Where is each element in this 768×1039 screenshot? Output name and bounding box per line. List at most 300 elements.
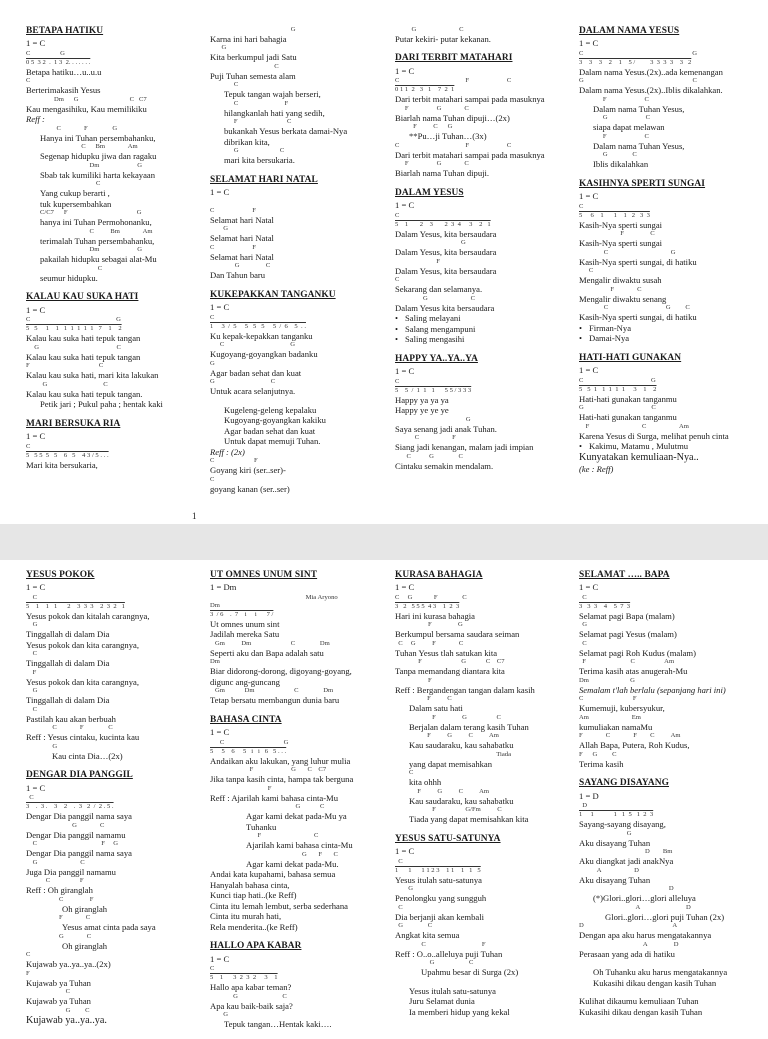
lyric-line: Selamat pagi Yesus (malam) xyxy=(579,629,677,640)
column-5 xyxy=(26,570,198,1036)
chord-line: C F xyxy=(579,695,637,703)
song xyxy=(26,26,198,283)
lyric-line: Agar kami dekat pada-Mu ya xyxy=(246,811,347,822)
lyric-line: Kau cinta Dia…(2x) xyxy=(52,750,123,761)
lyric-line: siapa dapat melawan xyxy=(593,122,665,133)
lyric-line: dibrikan kita, xyxy=(224,136,270,147)
page-separator xyxy=(0,524,768,560)
chord-line: G xyxy=(26,742,58,750)
lyric-line: Yesus itulah satu-satunya xyxy=(395,874,482,885)
song xyxy=(26,292,198,409)
lyric-line: hilangkanlah hati yang sedih, xyxy=(224,107,325,118)
song-title: DARI TERBIT MATAHARI xyxy=(395,53,513,64)
lyric-line: Yesus pokok dan kita carangnya, xyxy=(26,676,139,687)
lyric-line: Reff : Oh giranglah xyxy=(26,885,93,896)
chord-line xyxy=(579,988,751,996)
chord-line: G C xyxy=(593,114,650,122)
lyric-line: Kunyatakan kemuliaan-Nya.. xyxy=(579,451,699,463)
song-title: KASIHNYA SPERTI SUNGAI xyxy=(579,178,706,189)
chord-line: C xyxy=(579,593,587,601)
song-title: DALAM YESUS xyxy=(395,187,464,198)
bullet-item: • Saling mengasihi xyxy=(395,334,567,344)
lyric-line: Tinggallah di dalam Dia xyxy=(26,629,110,640)
lyric-line: Kalau kau suka hati tepuk tangan xyxy=(26,351,141,362)
lyric-line: Happy ya ya ya xyxy=(395,394,449,405)
chord-line: G xyxy=(579,829,632,837)
lyric-line: Betapa hatiku…u..u.u xyxy=(26,66,102,77)
lyric-line: Kalau kau suka hati, mari kita lakukan xyxy=(26,370,159,381)
bullet-item: • Saling melayani xyxy=(395,313,567,323)
chord-line: C xyxy=(40,180,101,188)
lyric-line: Selamat pagi Bapa (malam) xyxy=(579,610,675,621)
lyric-line: kita ohhh xyxy=(409,777,442,788)
lyric-line: Berterimakasih Yesus xyxy=(26,85,101,96)
lyric-line: Dalam Yesus, kita bersaudara xyxy=(395,247,497,258)
song-key: 1 = C xyxy=(395,582,415,593)
chord-line: C xyxy=(210,313,215,321)
lyric-line: Selamat hari Natal xyxy=(210,233,274,244)
chord-line: G C xyxy=(210,992,287,1000)
song-key: 1 = C xyxy=(26,304,46,315)
song xyxy=(26,570,198,761)
lyric-line: Glori..glori…glori puji Tuhan (2x) xyxy=(605,911,725,922)
chord-line: C F xyxy=(224,99,289,107)
lyric-line: Terima kasih xyxy=(579,758,624,769)
chord-line: F G xyxy=(395,621,463,629)
lyric-line: Kugoyang-goyangkan badanku xyxy=(210,349,318,360)
chord-line: C G xyxy=(210,738,289,746)
song-key: 1 = C xyxy=(579,582,599,593)
lyric-line: Juru Selamat dunia xyxy=(409,996,475,1007)
lyric-line: Kugoyang-goyangkan kakiku xyxy=(224,415,326,426)
song xyxy=(210,941,382,1029)
lyric-line: Dalam nama Tuhan Yesus, xyxy=(593,140,685,151)
song xyxy=(579,26,751,170)
song xyxy=(395,570,567,825)
lyric-line: Iblis dikalahkan xyxy=(593,159,649,170)
chord-line: F C xyxy=(246,832,319,840)
lyric-line: Oh giranglah xyxy=(62,940,108,951)
chord-line: G C xyxy=(395,294,476,302)
column-3 xyxy=(395,26,567,480)
lyric-line: Kujawab ya Tuhan xyxy=(26,996,91,1007)
chord-line: F C F C Am xyxy=(579,732,681,740)
song-key: 1 = C xyxy=(395,846,415,857)
notation-line: 3 . 3 . 3 2 . 3 2 / 2 . 5 . xyxy=(26,803,114,811)
lyric-line: Penolongku yang sungguh xyxy=(395,893,487,904)
lyric-line: Aku diangkat jadi anakNya xyxy=(579,856,674,867)
lyric-line: goyang kanan (ser..ser) xyxy=(210,483,290,494)
bullet-item: • Salang mengampuni xyxy=(395,324,567,334)
lyric-line: Selamat hari Natal xyxy=(210,214,274,225)
song-title: SAYANG DISAYANG xyxy=(579,778,669,789)
chord-line: C xyxy=(395,857,403,865)
chord-line: C xyxy=(26,593,37,601)
lyric-line: Cintaku semakin mendalam. xyxy=(395,460,494,471)
lyric-line: Tepuk tangan…Hentak kaki…. xyxy=(224,1019,332,1030)
lyric-line: Reff : Bergandengan tangan dalam kasih xyxy=(395,684,535,695)
song xyxy=(395,188,567,345)
lyric-line: Dengan apa aku harus mengatakannya xyxy=(579,930,712,941)
lyric-line: Kalau kau suka hati tepuk tangan. xyxy=(26,388,143,399)
lyric-line: Dalam Yesus, kita bersaudara xyxy=(395,265,497,276)
chord-line: C F C xyxy=(26,724,113,732)
lyric-line: Kau mengasihiku, Kau memilikiku xyxy=(26,103,147,114)
song-title: HAPPY YA..YA..YA xyxy=(395,353,478,364)
lyric-line: Seperti aku dan Bapa adalah satu xyxy=(210,647,324,658)
chord-line: C xyxy=(409,769,414,777)
chord-line: G xyxy=(395,885,413,893)
chord-line: Dm G xyxy=(40,161,143,169)
chord-line: G C xyxy=(395,26,464,33)
song-key: 1 = D xyxy=(579,790,599,801)
lyric-line: Tinggallah di dalam Dia xyxy=(26,658,110,669)
chord-line: C/C7 F G xyxy=(40,209,142,217)
lyric-line: terimalah Tuhan persembahanku, xyxy=(40,235,155,246)
lyric-line: Oh Tuhanku aku harus mengatakannya xyxy=(593,967,728,978)
lyric-line: Kita berkumpul jadi Satu xyxy=(210,52,297,63)
lyric-line: Aku disayang Tuhan xyxy=(579,874,651,885)
chord-line xyxy=(210,397,382,405)
lyric-line: Dalam Yesus, kita bersaudara xyxy=(395,228,497,239)
chord-line: Dm xyxy=(210,601,220,609)
lyric-line: Kugeleng-geleng kepalaku xyxy=(224,404,317,415)
notation-line: 3 3 3 4 5 7 3 xyxy=(579,602,631,610)
lyric-line: Goyang kiri (ser..ser)- xyxy=(210,465,286,476)
chord-line: C G xyxy=(210,341,295,349)
lyric-line: Yesus pokok dan kitalah carangnya, xyxy=(26,610,150,621)
lyric-line: Kasih-Nya sperti sungai xyxy=(579,238,663,249)
chord-line: A D xyxy=(579,940,679,948)
chord-line: C G xyxy=(579,248,676,256)
song xyxy=(210,26,382,166)
chord-line: F xyxy=(210,784,272,792)
chord-line: F G C Am xyxy=(409,732,499,740)
chord-line: G C xyxy=(210,262,271,270)
bullet-item: • Firman-Nya xyxy=(579,323,751,333)
lyric-line: Dalam nama Tuhan Yesus, xyxy=(593,103,685,114)
lyric-line: Mengalir diwaktu susah xyxy=(579,275,662,286)
lyric-line: Tinggallah di dalam Dia xyxy=(26,695,110,706)
lyric-line: Juga Dia panggil namamu xyxy=(26,866,116,877)
chord-line: F G C C7 xyxy=(395,658,505,666)
lyric-line: Tuhan Yesus tlah satukan kita xyxy=(395,647,498,658)
song-title: HALLO APA KABAR xyxy=(210,941,302,952)
lyric-line: Biar didorong-dorong, digoyang-goyang, xyxy=(210,666,352,677)
chord-line: C F xyxy=(26,895,94,903)
lyric-line: Dari terbit matahari sampai pada masuknya xyxy=(395,94,545,105)
chord-line: A D xyxy=(579,866,639,874)
lyric-line: Ia memberi hidup yang kekal xyxy=(409,1006,510,1017)
chord-line: Am Em xyxy=(579,713,641,721)
song xyxy=(395,53,567,178)
chord-line: G xyxy=(210,225,228,233)
column-8 xyxy=(579,570,751,1026)
column-2 xyxy=(210,26,382,503)
chord-line: A D xyxy=(593,903,691,911)
notation-line: 1 1 1 1 2 3 1 1 1 1 5 xyxy=(395,866,481,874)
lyric-line: Jika tanpa kasih cinta, hampa tak berguna xyxy=(210,774,354,785)
lyric-line: Perasaan yang ada di hatiku xyxy=(579,948,675,959)
song xyxy=(395,354,567,471)
lyric-line: Ajarilah kami bahasa cinta-Mu xyxy=(246,840,353,851)
chord-line xyxy=(210,199,382,207)
lyric-line: Petik jari ; Pukul paha ; hentak kaki xyxy=(40,399,163,410)
chord-line: C xyxy=(26,442,31,450)
lyric-line: Kujawab ya..ya..ya..(2x) xyxy=(26,959,111,970)
chord-line: D xyxy=(579,802,588,810)
lyric-line: Andaikan aku lakukan, yang luhur mulia xyxy=(210,755,351,766)
lyric-line: Mengalir diwaktu senang xyxy=(579,293,667,304)
chord-line: G C xyxy=(224,147,285,155)
bullet-item: • Damai-Nya xyxy=(579,333,751,343)
lyric-line: kumuliakan namaMu xyxy=(579,721,653,732)
column-6 xyxy=(210,570,382,1039)
lyric-line: Sbab tak kumiliki harta kekayaan xyxy=(40,169,156,180)
lyric-line: Aku disayang Tuhan xyxy=(579,837,651,848)
lyric-line: Sayang-sayang disayang, xyxy=(579,819,666,830)
lyric-line: Biarlah nama Tuhan dipuji. xyxy=(395,168,490,179)
notation-line: 5 1 2 3 2 3 4 3 2 1 xyxy=(395,220,491,228)
chord-line: C xyxy=(395,276,400,284)
chord-line: G C xyxy=(26,380,108,388)
lyric-line: Kukasihi dikau dengan kasih Tuhan xyxy=(579,1006,703,1017)
song-title: BAHASA CINTA xyxy=(210,714,282,725)
lyric-line: Saya senang jadi anak Tuhan. xyxy=(395,423,497,434)
lyric-line: Puji Tuhan semesta alam xyxy=(210,70,296,81)
lyric-line: hanya ini Tuhan Permohonanku, xyxy=(40,217,152,228)
chord-line: C xyxy=(26,794,34,802)
song xyxy=(26,419,198,470)
chord-line xyxy=(579,959,751,967)
chord-line: G C xyxy=(26,821,105,829)
lyric-line: Tiada yang dapat memisahkan kita xyxy=(409,814,529,825)
chord-line: F xyxy=(26,668,37,676)
column-4 xyxy=(579,26,751,484)
lyric-line: Reff : (2x) xyxy=(210,446,245,457)
lyric-line: (*)Glori..glori…glori alleluya xyxy=(593,893,696,904)
chord-line: C xyxy=(210,965,215,973)
song-key: 1 = C xyxy=(26,582,46,593)
chord-line: F C G xyxy=(395,123,453,131)
chord-line: Dm G C C7 xyxy=(26,95,147,103)
lyric-line: Hari ini kurasa bahagia xyxy=(395,610,475,621)
lyric-line: Berkumpul bersama saudara seiman xyxy=(395,629,520,640)
chord-line: Tiada xyxy=(409,750,512,758)
bullet-item: • Kakimu, Matamu , Mulutmu xyxy=(579,441,751,451)
lyric-line: Oh giranglah xyxy=(62,903,108,914)
chord-line: C xyxy=(26,650,37,658)
chord-line: C G C xyxy=(395,452,463,460)
song xyxy=(395,26,567,44)
lyric-line: Kau saudaraku, kau sahabatku xyxy=(409,740,514,751)
chord-line: C G xyxy=(579,376,656,384)
song-title: MARI BERSUKA RIA xyxy=(26,418,121,429)
chord-line: F C Am xyxy=(579,422,689,430)
chord-line xyxy=(395,978,567,986)
song-key: 1 = C xyxy=(26,431,46,442)
chord-line: C G xyxy=(26,316,121,324)
lyric-line: digunc ang-guncang xyxy=(210,676,280,687)
chord-line: Mia Aryono xyxy=(210,593,338,601)
lyric-line: pakailah hidupku sebagai alat-Mu xyxy=(40,254,157,265)
column-7 xyxy=(395,570,567,1026)
lyric-line: Happy ye ye ye xyxy=(395,405,449,416)
lyric-line: Hati-hati gunakan tanganmu xyxy=(579,412,677,423)
chord-line: D A xyxy=(579,922,678,930)
lyric-line: seumur hidupku. xyxy=(40,272,98,283)
lyric-line: Ut omnes unum sint xyxy=(210,618,280,629)
lyric-line: yang dapat memisahkan xyxy=(409,758,493,769)
lyric-line: Agar badan sehat dan kuat xyxy=(210,367,302,378)
song-key: 1 = C xyxy=(210,187,230,198)
lyric-line: Rela menderita..(ke Reff) xyxy=(210,921,298,932)
lyric-line: Kukasihi dikau dengan kasih Tuhan xyxy=(593,977,717,988)
chord-line: Dm G xyxy=(579,676,635,684)
lyric-line: Allah Bapa, Putera, Roh Kudus, xyxy=(579,740,690,751)
notation-line: 3 / 6 . 7 i i 7 / xyxy=(210,610,274,618)
lyric-line: Reff : Yesus cintaku, kucinta kau xyxy=(26,732,140,743)
notation-line: 3 3 3 2 1 5 / 3 3 3 3 3 2 xyxy=(579,58,692,66)
chord-line: F C xyxy=(593,95,649,103)
chord-line: G xyxy=(210,26,296,33)
lyric-line: Upahmu besar di Surga (2x) xyxy=(421,967,519,978)
lyric-line: Karena Yesus di Surga, melihat penuh cinta xyxy=(579,430,729,441)
song-key: 1 = C xyxy=(579,365,599,376)
song-key: 1 = Dm xyxy=(210,582,237,593)
song-key: 1 = C xyxy=(579,191,599,202)
lyric-line: Karna ini hari bahagia xyxy=(210,34,287,44)
song-key: 1 = C xyxy=(395,200,415,211)
lyric-line: Kunci tiap hati..(ke Reff) xyxy=(210,890,297,901)
lyric-line: Pastilah kau akan berbuah xyxy=(26,713,116,724)
song xyxy=(579,778,751,1017)
chord-line: C xyxy=(579,202,584,210)
song-key: 1 = C xyxy=(395,65,415,76)
song-key: 1 = C xyxy=(210,302,230,313)
chord-line: G C xyxy=(26,858,85,866)
chord-line: G C xyxy=(593,151,637,159)
chord-line: G xyxy=(26,687,38,695)
song-key: 1 = C xyxy=(210,727,230,738)
chord-line: F xyxy=(26,969,30,977)
lyric-line: Untuk acara selanjutnya. xyxy=(210,386,296,397)
chord-line: C xyxy=(395,903,403,911)
chord-line: C xyxy=(26,988,70,996)
chord-line: G xyxy=(210,359,215,367)
song xyxy=(579,179,751,344)
song-title: BETAPA HATIKU xyxy=(26,26,104,36)
song-title: KURASA BAHAGIA xyxy=(395,570,483,580)
chord-line: F C xyxy=(26,362,104,370)
chord-line: C G xyxy=(579,49,697,57)
notation-line: 5 5 6 5 i i 6 5 . . . xyxy=(210,747,287,755)
lyric-line: Biarlah nama Tuhan dipuji…(2x) xyxy=(395,112,510,123)
chord-line: C xyxy=(210,62,279,70)
chord-line: G C xyxy=(26,343,121,351)
song-title: KUKEPAKKAN TANGANKU xyxy=(210,289,336,300)
lyric-line: Sekarang dan selamanya. xyxy=(395,284,483,295)
lyric-line: Yesus itulah satu-satunya xyxy=(409,985,496,996)
chord-line: C F G xyxy=(26,840,118,848)
page-number: 1 xyxy=(192,511,197,521)
lyric-line: Semalam t'lah berlalu (sepanjang hari ini) xyxy=(579,684,726,695)
chord-line: Gm Dm C Dm xyxy=(210,687,334,695)
lyric-line: Yesus pokok dan kita carangnya, xyxy=(26,639,139,650)
chord-line: C F xyxy=(395,940,486,948)
song-title: KALAU KAU SUKA HATI xyxy=(26,292,139,303)
lyric-line: Andai kata kupahami, bahasa semua xyxy=(210,869,336,880)
song-title: YESUS SATU-SATUNYA xyxy=(395,833,501,844)
chord-line: G C xyxy=(210,378,276,386)
song xyxy=(579,570,751,769)
chord-line: C Bm Am xyxy=(40,227,153,235)
notation-line: 1 1 1 1 5 1 2 3 xyxy=(579,811,654,819)
lyric-line: Untuk dapat memuji Tuhan. xyxy=(224,436,321,447)
chord-line: C xyxy=(26,951,31,959)
lyric-line: Tetap bersatu membangun dunia baru xyxy=(210,695,340,706)
lyric-line: Kasih-Nya sperti sungai, di hatiku xyxy=(579,256,697,267)
lyric-line: tuk kupersembahkan xyxy=(40,198,112,209)
lyric-line: Yang cukup berarti , xyxy=(40,188,110,199)
chord-line: G C xyxy=(395,959,474,967)
notation-line: 5 1 3 2 3 2 3 1 xyxy=(210,974,278,982)
song xyxy=(210,290,382,494)
notation-line: 0 5 3 2 . 1 3 2. . . . . . . xyxy=(26,58,91,66)
song xyxy=(210,570,382,706)
chord-line: F C Am xyxy=(579,658,675,666)
lyric-line: Tepuk tangan wajah berseri, xyxy=(224,89,321,100)
chord-line: C xyxy=(579,639,587,647)
lyric-line: Dari terbit matahari sampai pada masuknya xyxy=(395,149,545,160)
lyric-line: Reff : O..o..alleluya puji Tuhan xyxy=(395,948,503,959)
notation-line: 1 3 / 5 5 5 5 5 / 6 5 . . xyxy=(210,322,306,330)
chord-line: C F xyxy=(210,206,256,214)
notation-line: 5 6 1 1 1 2 3 3 xyxy=(579,211,650,219)
lyric-line: Agar kami dekat pada-Mu. xyxy=(246,858,339,869)
lyric-line: Mari kita bersukaria, xyxy=(26,459,98,470)
chord-line: F C xyxy=(224,118,292,126)
chord-line: C xyxy=(224,81,239,89)
lyric-line: (ke : Reff) xyxy=(579,464,614,475)
chord-line: F G/Fm C xyxy=(409,806,502,814)
chord-line: G xyxy=(579,621,588,629)
lyric-line: Kulihat dikaumu kemuliaan Tuhan xyxy=(579,996,699,1007)
lyric-line: Dengar Dia panggil nama saya xyxy=(26,811,132,822)
lyric-line: Dalam Yesus kita bersaudara xyxy=(395,302,495,313)
lyric-line: Putar kekiri- putar kekanan. xyxy=(395,34,491,44)
chord-line: G C xyxy=(579,77,697,85)
song-title: SELAMAT ….. BAPA xyxy=(579,570,670,580)
lyric-line: Jadilah mereka Satu xyxy=(210,629,280,640)
song xyxy=(210,715,382,932)
notation-line: 5 5 5 5 5 6 5 4 3 / 5 . . . xyxy=(26,451,109,459)
lyric-line: Tuhanku xyxy=(246,821,277,832)
chord-line: C xyxy=(40,264,103,272)
chord-line: F G C xyxy=(579,750,617,758)
chord-line: C F xyxy=(210,457,258,465)
chord-line: G C xyxy=(26,932,92,940)
song-title: YESUS POKOK xyxy=(26,570,95,580)
song-key: 1 = C xyxy=(579,38,599,49)
lyric-line: Yesus amat cinta pada saya xyxy=(62,922,156,933)
song-title: DENGAR DIA PANGGIL xyxy=(26,770,133,781)
lyric-line: Kasih-Nya sperti sungai xyxy=(579,219,663,230)
chord-line: F G C xyxy=(409,713,501,721)
notation-line: 5 5 1 1 1 1 1 1 1 7 1 2 xyxy=(26,325,122,333)
lyric-line: Segenap hidupku jiwa dan ragaku xyxy=(40,151,157,162)
chord-line: Dm xyxy=(210,658,220,666)
